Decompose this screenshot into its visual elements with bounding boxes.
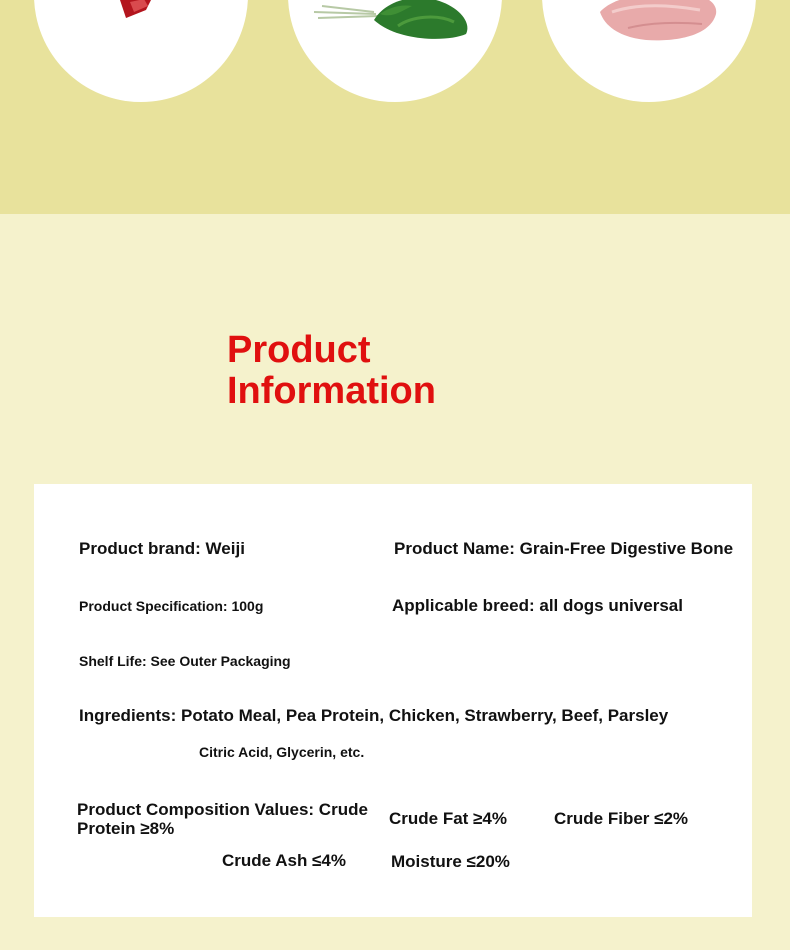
moisture: Moisture ≤20% <box>391 852 510 871</box>
crude-ash: Crude Ash ≤4% <box>222 851 346 870</box>
product-name: Product Name: Grain-Free Digestive Bone <box>394 539 734 558</box>
composition-crude-protein: Product Composition Values: Crude Protein ≥8% <box>77 800 368 838</box>
section-title: Product Information <box>227 329 436 412</box>
shelf-life: Shelf Life: See Outer Packaging <box>79 653 291 669</box>
applicable-breed: Applicable breed: all dogs universal <box>392 596 683 615</box>
top-banner <box>0 0 790 214</box>
crude-fiber: Crude Fiber ≤2% <box>554 809 689 828</box>
chicken-meat-image <box>542 0 756 102</box>
beef-image <box>34 0 248 102</box>
parsley-image <box>288 0 502 102</box>
product-brand: Product brand: Weiji <box>79 539 245 558</box>
product-specification: Product Specification: 100g <box>79 598 264 614</box>
ingredients-continued: Citric Acid, Glycerin, etc. <box>199 744 365 760</box>
ingredients: Ingredients: Potato Meal, Pea Protein, Chicken, Strawberry, Beef, Parsley <box>79 706 669 725</box>
product-info-card <box>34 484 752 917</box>
crude-fat: Crude Fat ≥4% <box>389 809 507 828</box>
